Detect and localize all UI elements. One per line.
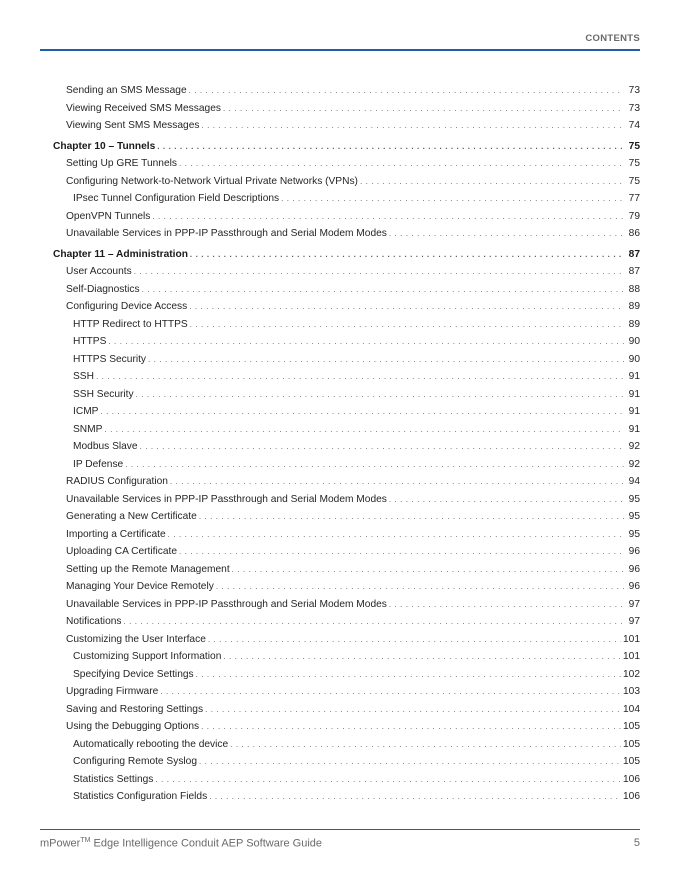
- toc-entry-title: Unavailable Services in PPP-IP Passthrough and Serial Modem Modes: [66, 598, 387, 610]
- toc-entry[interactable]: [53, 631, 640, 649]
- toc-entry-page: 95: [628, 528, 640, 540]
- toc-entry-page: 90: [628, 336, 640, 347]
- toc-entry[interactable]: [53, 718, 640, 736]
- dot-leader: [196, 666, 621, 684]
- toc-entry[interactable]: [53, 100, 640, 118]
- table-of-contents: [53, 82, 640, 806]
- dot-leader: [281, 190, 624, 208]
- toc-entry-title: Sending an SMS Message: [66, 85, 187, 96]
- toc-entry-page: 105: [623, 756, 640, 767]
- toc-entry-title: Chapter 10 – Tunnels: [53, 140, 156, 152]
- toc-entry[interactable]: [53, 561, 640, 579]
- toc-chapter-entry[interactable]: [53, 246, 640, 264]
- toc-entry[interactable]: [53, 368, 640, 386]
- toc-entry-page: 96: [628, 581, 640, 592]
- toc-entry[interactable]: [53, 666, 640, 684]
- toc-entry-title: Unavailable Services in PPP-IP Passthrough and Serial Modem Modes: [66, 493, 387, 505]
- dot-leader: [96, 368, 624, 386]
- toc-entry-title: Notifications: [66, 616, 122, 627]
- dot-leader: [160, 683, 621, 701]
- toc-entry-page: 74: [628, 120, 640, 131]
- toc-entry[interactable]: [53, 613, 640, 631]
- toc-entry[interactable]: [53, 298, 640, 316]
- dot-leader: [201, 718, 621, 736]
- footer-title-prefix: mPower: [40, 837, 81, 850]
- dot-leader: [189, 298, 624, 316]
- toc-entry[interactable]: [53, 173, 640, 191]
- toc-entry[interactable]: [53, 316, 640, 334]
- toc-entry-title: Unavailable Services in PPP-IP Passthrough and Serial Modem Modes: [66, 228, 387, 239]
- dot-leader: [179, 543, 624, 561]
- dot-leader: [209, 788, 621, 806]
- toc-entry[interactable]: [53, 82, 640, 100]
- toc-entry[interactable]: [53, 526, 640, 544]
- toc-entry-page: 91: [628, 371, 640, 382]
- toc-entry-title: Setting Up GRE Tunnels: [66, 158, 177, 169]
- dot-leader: [152, 208, 624, 226]
- toc-entry-title: Chapter 11 – Administration: [53, 248, 188, 260]
- dot-leader: [124, 613, 625, 631]
- toc-entry-page: 105: [623, 721, 640, 732]
- toc-entry-title: RADIUS Configuration: [66, 476, 168, 487]
- dot-leader: [157, 138, 624, 156]
- toc-entry[interactable]: [53, 491, 640, 509]
- dot-leader: [230, 736, 621, 754]
- toc-entry-page: 95: [628, 511, 640, 522]
- toc-entry-page: 75: [628, 175, 640, 187]
- footer-divider: [40, 829, 640, 830]
- dot-leader: [190, 316, 624, 334]
- toc-entry-page: 90: [628, 353, 640, 365]
- toc-entry[interactable]: [53, 508, 640, 526]
- toc-entry-page: 97: [628, 616, 640, 627]
- toc-entry-page: 91: [628, 423, 640, 435]
- toc-entry-title: Configuring Network-to-Network Virtual Private Networks (VPNs): [66, 175, 358, 187]
- toc-entry-page: 79: [628, 210, 640, 222]
- toc-entry-title: Using the Debugging Options: [66, 721, 200, 732]
- toc-entry-title: SSH Security: [73, 388, 134, 400]
- dot-leader: [199, 753, 621, 771]
- toc-entry-title: Upgrading Firmware: [66, 686, 159, 697]
- toc-entry-page: 104: [623, 703, 640, 715]
- toc-entry[interactable]: [53, 117, 640, 135]
- toc-entry[interactable]: [53, 648, 640, 666]
- toc-entry-page: 97: [628, 598, 640, 610]
- toc-entry-title: Statistics Settings: [73, 773, 154, 785]
- toc-entry-title: User Accounts: [66, 266, 132, 277]
- dot-leader: [223, 648, 621, 666]
- toc-entry-page: 91: [628, 388, 640, 400]
- toc-entry-title: HTTPS: [73, 336, 107, 347]
- toc-entry-title: Automatically rebooting the device: [73, 738, 229, 750]
- dot-leader: [168, 526, 624, 544]
- toc-entry[interactable]: [53, 263, 640, 281]
- toc-entry-title: HTTP Redirect to HTTPS: [73, 318, 188, 330]
- dot-leader: [199, 508, 624, 526]
- toc-entry-page: 87: [628, 266, 640, 277]
- toc-entry-title: HTTPS Security: [73, 353, 147, 365]
- toc-entry-title: Importing a Certificate: [66, 528, 166, 540]
- toc-entry-title: Configuring Device Access: [66, 301, 188, 312]
- toc-entry-title: Customizing Support Information: [73, 651, 222, 662]
- toc-entry-page: 106: [623, 791, 640, 802]
- dot-leader: [179, 155, 624, 173]
- dot-leader: [205, 701, 621, 719]
- toc-entry-page: 75: [628, 158, 640, 169]
- dot-leader: [125, 456, 624, 474]
- dot-leader: [108, 333, 624, 351]
- toc-entry-page: 92: [628, 441, 640, 452]
- toc-entry-page: 92: [628, 458, 640, 470]
- toc-entry-page: 89: [628, 301, 640, 312]
- toc-entry-title: Viewing Received SMS Messages: [66, 102, 221, 114]
- dot-leader: [140, 438, 624, 456]
- toc-entry[interactable]: [53, 753, 640, 771]
- toc-entry[interactable]: [53, 683, 640, 701]
- dot-leader: [148, 351, 624, 369]
- toc-entry-page: 101: [623, 651, 640, 662]
- toc-entry[interactable]: [53, 596, 640, 614]
- dot-leader: [232, 561, 624, 579]
- header-divider: [40, 49, 640, 51]
- toc-entry[interactable]: [53, 190, 640, 208]
- dot-leader: [100, 403, 624, 421]
- toc-entry-title: Setting up the Remote Management: [66, 563, 230, 575]
- dot-leader: [389, 491, 624, 509]
- toc-entry-title: SSH: [73, 371, 94, 382]
- dot-leader: [201, 117, 624, 135]
- toc-entry-page: 91: [628, 406, 640, 417]
- dot-leader: [216, 578, 624, 596]
- toc-entry[interactable]: [53, 543, 640, 561]
- footer-title-suffix: Edge Intelligence Conduit AEP Software Guide: [90, 837, 323, 850]
- toc-entry-page: 102: [623, 668, 640, 680]
- toc-entry[interactable]: [53, 578, 640, 596]
- toc-chapter-entry[interactable]: [53, 138, 640, 156]
- toc-entry-title: IPsec Tunnel Configuration Field Descriptions: [73, 193, 280, 204]
- toc-entry-page: 86: [628, 228, 640, 239]
- toc-entry-page: 88: [628, 283, 640, 295]
- toc-entry[interactable]: [53, 155, 640, 173]
- dot-leader: [134, 263, 624, 281]
- dot-leader: [223, 100, 624, 118]
- toc-entry-page: 73: [628, 85, 640, 96]
- dot-leader: [189, 82, 624, 100]
- toc-entry-title: Configuring Remote Syslog: [73, 756, 198, 767]
- toc-entry-page: 96: [628, 546, 640, 557]
- toc-entry[interactable]: [53, 771, 640, 789]
- toc-entry-title: ICMP: [73, 406, 99, 417]
- toc-entry-title: OpenVPN Tunnels: [66, 210, 151, 222]
- dot-leader: [170, 473, 624, 491]
- toc-entry-title: Viewing Sent SMS Messages: [66, 120, 200, 131]
- toc-entry-title: Uploading CA Certificate: [66, 546, 177, 557]
- toc-entry[interactable]: [53, 473, 640, 491]
- toc-entry-page: 101: [623, 633, 640, 645]
- toc-entry-title: Generating a New Certificate: [66, 511, 197, 522]
- page-header-title: CONTENTS: [585, 33, 640, 44]
- dot-leader: [136, 386, 624, 404]
- toc-entry[interactable]: [53, 333, 640, 351]
- toc-entry-title: Managing Your Device Remotely: [66, 581, 214, 592]
- dot-leader: [104, 421, 624, 439]
- toc-entry-page: 105: [623, 738, 640, 750]
- toc-entry-title: Self-Diagnostics: [66, 283, 140, 295]
- toc-entry-title: Statistics Configuration Fields: [73, 791, 208, 802]
- toc-entry-page: 106: [623, 773, 640, 785]
- toc-entry-page: 103: [623, 686, 640, 697]
- toc-entry-page: 95: [628, 493, 640, 505]
- toc-entry[interactable]: [53, 736, 640, 754]
- toc-entry-page: 77: [628, 193, 640, 204]
- dot-leader: [190, 246, 624, 264]
- footer-document-title: [40, 837, 322, 850]
- toc-entry[interactable]: [53, 421, 640, 439]
- dot-leader: [389, 596, 624, 614]
- dot-leader: [360, 173, 624, 191]
- toc-entry-page: 89: [628, 318, 640, 330]
- toc-entry-title: Modbus Slave: [73, 441, 138, 452]
- toc-entry[interactable]: [53, 438, 640, 456]
- toc-entry[interactable]: [53, 456, 640, 474]
- toc-entry-title: SNMP: [73, 423, 103, 435]
- toc-entry-page: 94: [628, 476, 640, 487]
- toc-entry-title: Specifying Device Settings: [73, 668, 194, 680]
- toc-entry[interactable]: [53, 788, 640, 806]
- toc-entry-page: 96: [628, 563, 640, 575]
- toc-entry[interactable]: [53, 386, 640, 404]
- toc-entry-page: 73: [628, 102, 640, 114]
- toc-entry-title: Customizing the User Interface: [66, 633, 206, 645]
- dot-leader: [142, 281, 624, 299]
- dot-leader: [389, 225, 624, 243]
- dot-leader: [208, 631, 621, 649]
- toc-entry-page: 75: [628, 140, 640, 152]
- toc-entry[interactable]: [53, 701, 640, 719]
- toc-entry-page: 87: [628, 248, 640, 260]
- toc-entry[interactable]: [53, 281, 640, 299]
- footer-page-number: 5: [633, 837, 640, 849]
- toc-entry[interactable]: [53, 225, 640, 243]
- toc-entry-title: IP Defense: [73, 458, 124, 470]
- toc-entry[interactable]: [53, 403, 640, 421]
- trademark-mark: TM: [80, 837, 91, 844]
- dot-leader: [155, 771, 621, 789]
- toc-entry[interactable]: [53, 351, 640, 369]
- toc-entry-title: Saving and Restoring Settings: [66, 703, 204, 715]
- toc-entry[interactable]: [53, 208, 640, 226]
